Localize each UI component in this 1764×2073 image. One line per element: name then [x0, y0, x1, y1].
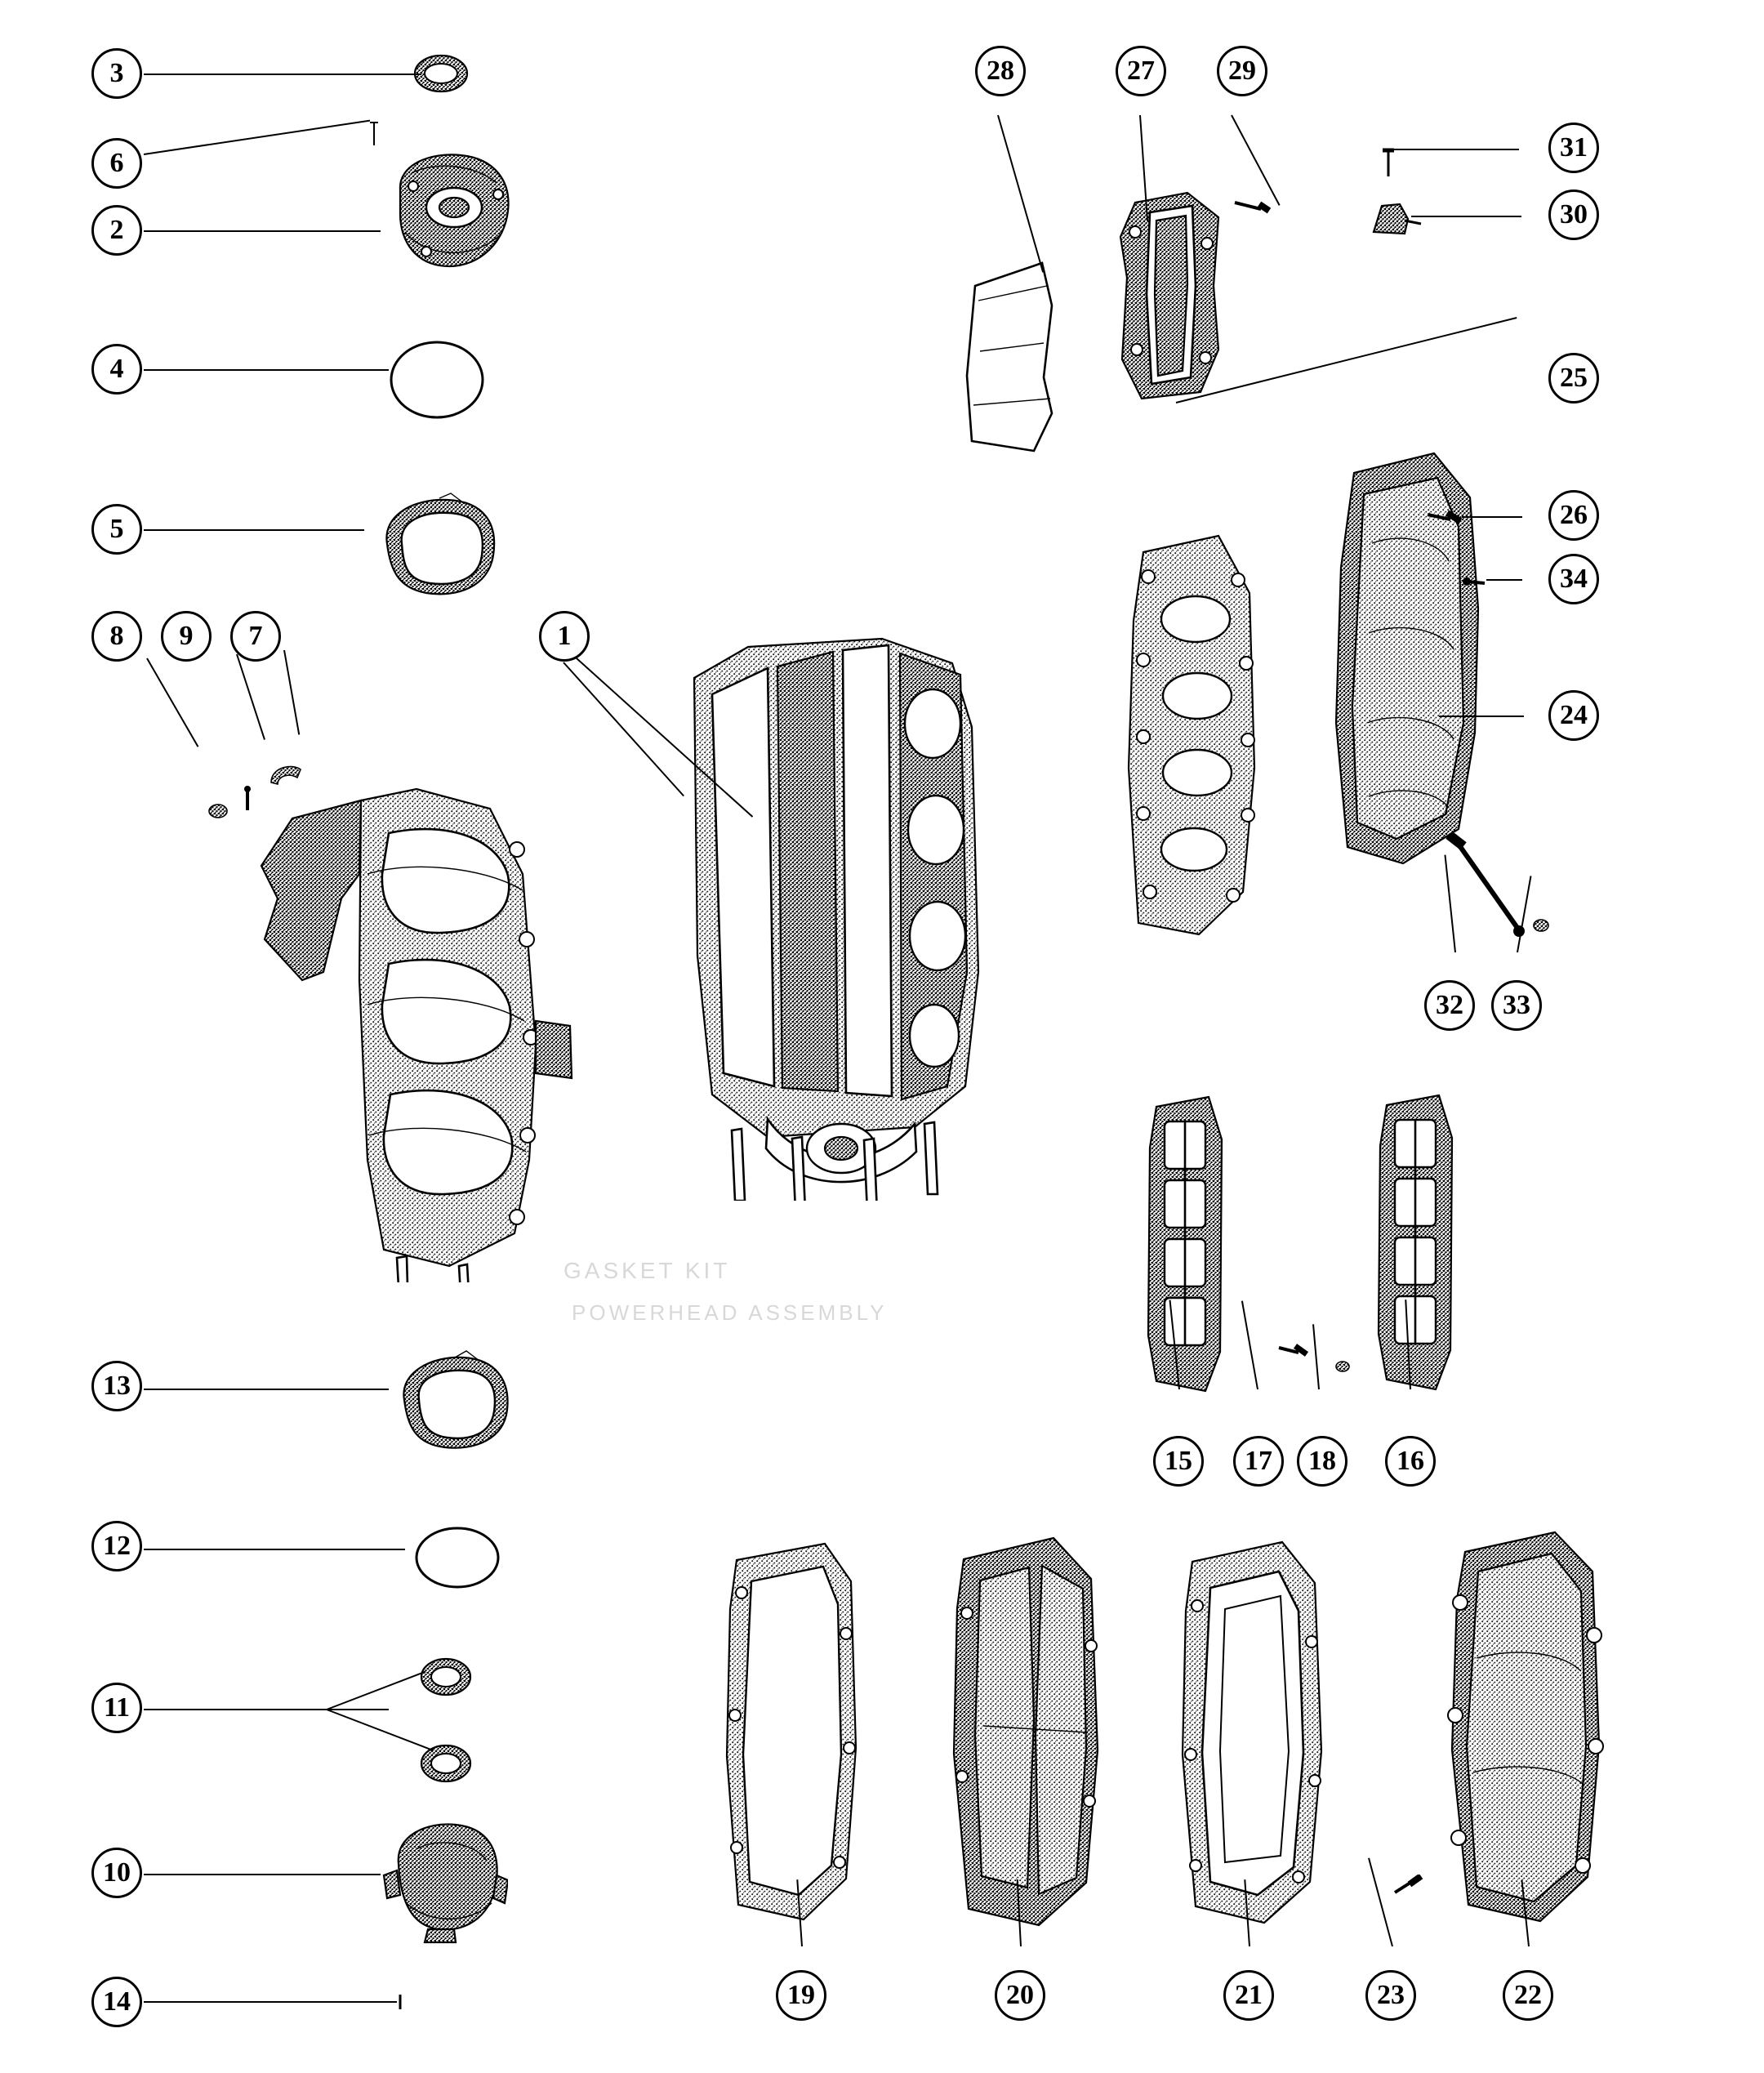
leader-line [144, 120, 370, 155]
leader-line [144, 1874, 381, 1875]
part-crankcase-cover [245, 776, 588, 1282]
part-o-ring-large [384, 335, 490, 425]
leader-line [1411, 216, 1521, 217]
part-cylinder-head [1315, 445, 1503, 878]
callout-18[interactable]: 18 [1297, 1436, 1348, 1487]
callout-24[interactable]: 24 [1548, 690, 1599, 741]
part-o-ring-lower [408, 1521, 506, 1594]
leader-line [1388, 149, 1519, 150]
callout-27[interactable]: 27 [1116, 46, 1166, 96]
callout-21[interactable]: 21 [1223, 1970, 1274, 2021]
callout-8[interactable]: 8 [91, 611, 142, 662]
leader-line [144, 529, 364, 531]
callout-2[interactable]: 2 [91, 205, 142, 256]
callout-14[interactable]: 14 [91, 1977, 142, 2027]
callout-31[interactable]: 31 [1548, 123, 1599, 173]
callout-33[interactable]: 33 [1491, 980, 1542, 1031]
part-screw-lower [392, 1991, 410, 2014]
part-washer-long [1529, 913, 1553, 938]
part-gasket-ring [369, 490, 508, 604]
leader-line [1439, 716, 1524, 717]
callout-11[interactable]: 11 [91, 1683, 142, 1733]
callout-15[interactable]: 15 [1153, 1436, 1204, 1487]
leader-line [236, 654, 265, 740]
callout-9[interactable]: 9 [161, 611, 212, 662]
leader-line [327, 1670, 426, 1710]
part-screw-reed [1274, 1340, 1310, 1362]
callout-25[interactable]: 25 [1548, 353, 1599, 403]
leader-line [1312, 1324, 1320, 1389]
leader-line [1462, 516, 1522, 518]
leader-line [327, 1709, 434, 1751]
callout-22[interactable]: 22 [1503, 1970, 1553, 2021]
part-screw-exhaust [1232, 196, 1271, 217]
part-cylinder-block [670, 629, 1013, 1201]
callout-30[interactable]: 30 [1548, 189, 1599, 240]
leader-line [997, 115, 1044, 273]
leader-line [146, 658, 198, 747]
callout-1[interactable]: 1 [539, 611, 590, 662]
part-screw-head [1423, 506, 1463, 528]
leader-line [144, 1709, 389, 1710]
part-end-cap-housing [376, 147, 523, 278]
part-anode [1364, 196, 1426, 242]
leader-line [283, 650, 300, 735]
part-exhaust-plate-gasket [702, 1536, 890, 1936]
leader-line [1231, 115, 1280, 206]
leader-line [144, 230, 381, 232]
part-end-cap-lower [377, 1813, 508, 1944]
part-cylinder-head-gasket [1111, 523, 1282, 947]
leader-line [144, 2001, 397, 2003]
callout-34[interactable]: 34 [1548, 554, 1599, 604]
callout-28[interactable]: 28 [975, 46, 1026, 96]
part-pin-head [1462, 572, 1491, 591]
callout-12[interactable]: 12 [91, 1521, 142, 1571]
callout-32[interactable]: 32 [1424, 980, 1475, 1031]
leader-line [1486, 579, 1522, 581]
callout-5[interactable]: 5 [91, 504, 142, 555]
callout-6[interactable]: 6 [91, 138, 142, 189]
part-exhaust-cover-plate [1428, 1527, 1624, 1936]
callout-16[interactable]: 16 [1385, 1436, 1436, 1487]
part-screw-anode [1379, 145, 1400, 181]
leader-line [144, 369, 389, 371]
part-exhaust-divider-plate [931, 1531, 1127, 1940]
callout-17[interactable]: 17 [1233, 1436, 1284, 1487]
leader-line [144, 74, 421, 75]
callout-29[interactable]: 29 [1217, 46, 1267, 96]
leader-line [1388, 149, 1389, 172]
part-reed-block-left [1135, 1090, 1233, 1401]
callout-19[interactable]: 19 [776, 1970, 826, 2021]
part-gasket-ring-lower [388, 1349, 519, 1457]
callout-23[interactable]: 23 [1365, 1970, 1416, 2021]
part-exhaust-cover-top [1102, 188, 1233, 408]
leader-line [144, 1389, 389, 1390]
part-cover-plate-flat [956, 253, 1070, 466]
part-screw-small [366, 121, 384, 149]
callout-26[interactable]: 26 [1548, 490, 1599, 541]
callout-3[interactable]: 3 [91, 48, 142, 99]
ghost-text: GASKET KIT [564, 1258, 731, 1283]
callout-10[interactable]: 10 [91, 1848, 142, 1898]
leader-line [1241, 1300, 1258, 1389]
part-exhaust-gasket-outer [1160, 1536, 1348, 1936]
part-screw-reed-2 [1331, 1356, 1356, 1377]
part-fitting-small [206, 800, 230, 822]
callout-20[interactable]: 20 [995, 1970, 1045, 2021]
callout-13[interactable]: 13 [91, 1361, 142, 1411]
part-screw-exhaust-cover [1388, 1875, 1424, 1902]
part-reed-block-right [1365, 1090, 1463, 1401]
callout-7[interactable]: 7 [230, 611, 281, 662]
part-seal-upper [415, 1652, 477, 1702]
leader-line [144, 1549, 405, 1550]
callout-4[interactable]: 4 [91, 344, 142, 395]
ghost-text: POWERHEAD ASSEMBLY [572, 1300, 888, 1325]
